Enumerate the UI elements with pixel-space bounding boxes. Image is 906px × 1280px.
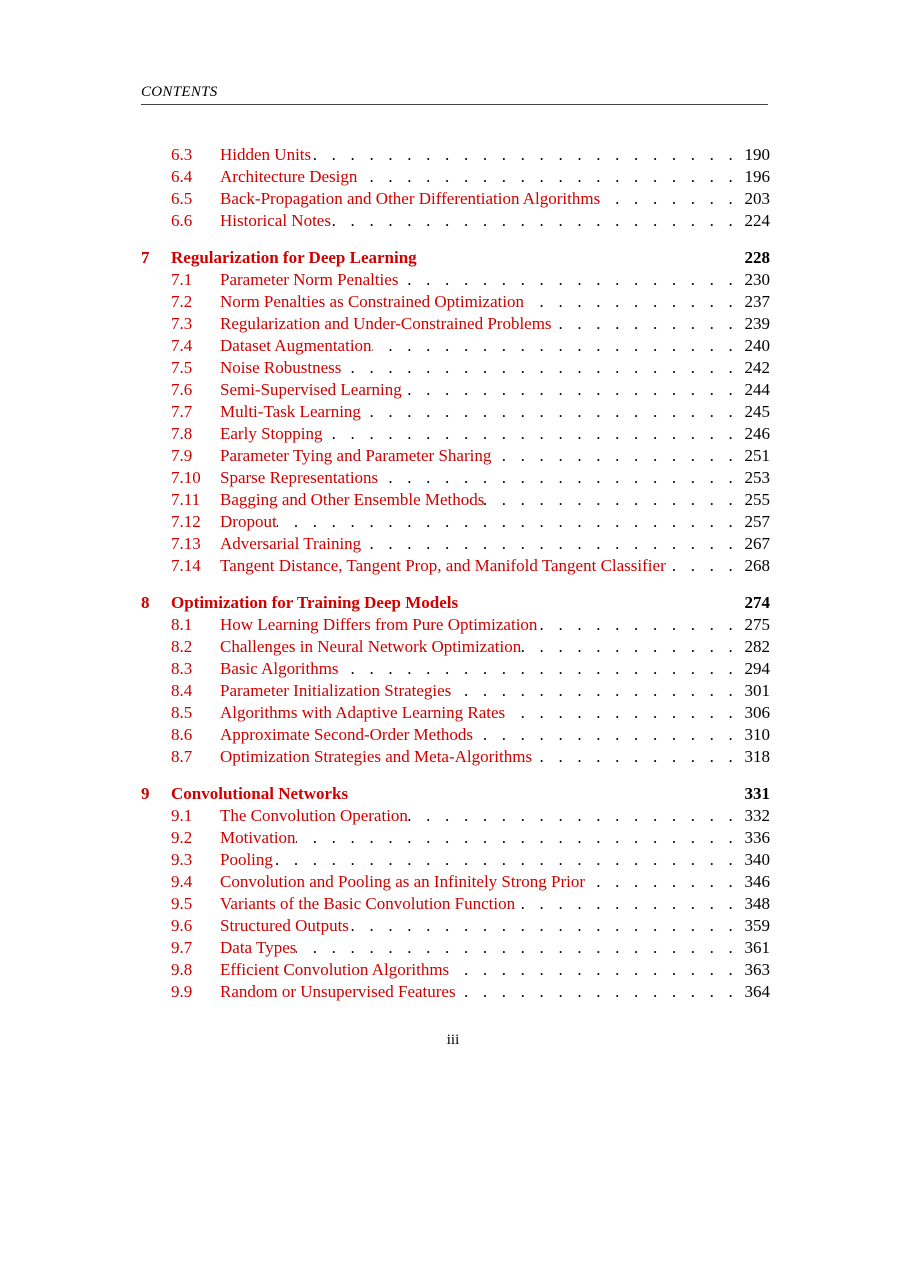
toc-dot-leader (311, 144, 744, 166)
toc-section-number[interactable]: 7.11 (171, 490, 201, 509)
toc-dot-leader (322, 423, 744, 445)
toc-section-entry[interactable] (141, 827, 770, 849)
toc-section-entry[interactable] (141, 702, 770, 724)
toc-dot-leader (361, 401, 744, 423)
toc-dot-leader (505, 702, 744, 724)
toc-section-number[interactable]: 8.6 (171, 725, 193, 744)
toc-section-title-link[interactable]: Norm Penalties as Constrained Optimization (220, 292, 525, 311)
toc-dot-leader (378, 467, 744, 489)
toc-section-page-number: 364 (744, 982, 770, 1001)
toc-section-number[interactable]: 7.1 (171, 270, 193, 289)
toc-section-number[interactable]: 7.12 (171, 512, 201, 531)
toc-section-entry[interactable] (141, 291, 770, 313)
toc-dot-leader (524, 291, 744, 313)
toc-dot-leader (451, 680, 744, 702)
toc-section-number[interactable]: 7.7 (171, 402, 193, 421)
toc-section-title-link[interactable]: Regularization and Under-Constrained Problems (220, 314, 552, 333)
toc-section-number[interactable]: 7.3 (171, 314, 193, 333)
toc-section-number[interactable]: 6.4 (171, 167, 193, 186)
toc-section-title-link[interactable]: Architecture Design (220, 167, 358, 186)
toc-section-title-link[interactable]: Pooling (220, 850, 273, 869)
toc-section-entry[interactable] (141, 335, 770, 357)
toc-section-number[interactable]: 7.9 (171, 446, 193, 465)
toc-section-title-link[interactable]: Semi-Supervised Learning (220, 380, 402, 399)
toc-section-page-number: 332 (744, 806, 770, 825)
toc-section-number[interactable]: 9.2 (171, 828, 193, 847)
toc-section-entry[interactable] (141, 379, 770, 401)
toc-section-page-number: 245 (744, 402, 770, 421)
toc-chapter-title-link[interactable]: Regularization for Deep Learning (171, 248, 417, 267)
toc-section-number[interactable]: 7.2 (171, 292, 193, 311)
toc-section-title-link[interactable]: Parameter Norm Penalties (220, 270, 399, 289)
toc-section-entry[interactable] (141, 533, 770, 555)
toc-section-page-number: 359 (744, 916, 770, 935)
toc-section-title-link[interactable]: Basic Algorithms (220, 659, 339, 678)
toc-chapter-block (141, 592, 770, 768)
toc-dot-leader (339, 658, 744, 680)
toc-section-page-number: 203 (744, 189, 770, 208)
toc-dot-leader (552, 313, 744, 335)
toc-section-page-number: 346 (744, 872, 770, 891)
toc-dot-leader (473, 724, 744, 746)
toc-section-number[interactable]: 7.6 (171, 380, 193, 399)
toc-chapter-entry[interactable] (141, 783, 770, 805)
toc-section-title-link[interactable]: Data Types (220, 938, 297, 957)
toc-section-entry[interactable] (141, 144, 770, 166)
toc-dot-leader (515, 893, 744, 915)
toc-section-entry[interactable] (141, 981, 770, 1003)
running-header-title: CONTENTS (141, 84, 218, 100)
toc-dot-leader (296, 937, 744, 959)
toc-dot-leader (273, 849, 744, 871)
toc-dot-leader (491, 445, 744, 467)
toc-chapter-entry[interactable] (141, 247, 770, 269)
toc-section-title-link[interactable]: Structured Outputs (220, 916, 349, 935)
toc-section-entry[interactable] (141, 357, 770, 379)
toc-section-entry[interactable] (141, 680, 770, 702)
toc-section-title-link[interactable]: Historical Notes (220, 211, 331, 230)
toc-section-title-link[interactable]: Parameter Tying and Parameter Sharing (220, 446, 492, 465)
toc-section-entry[interactable] (141, 489, 770, 511)
toc-section-title-link[interactable]: Back-Propagation and Other Differentiation Algorithms (220, 189, 601, 208)
toc-section-page-number: 255 (744, 490, 770, 509)
toc-section-title-link[interactable]: Motivation (220, 828, 296, 847)
toc-chapter-block (141, 247, 770, 577)
toc-section-entry[interactable] (141, 467, 770, 489)
toc-section-page-number: 242 (744, 358, 770, 377)
toc-section-entry[interactable] (141, 445, 770, 467)
toc-section-page-number: 363 (744, 960, 770, 979)
toc-section-page-number: 246 (744, 424, 770, 443)
toc-section-page-number: 196 (744, 167, 770, 186)
toc-section-page-number: 275 (744, 615, 770, 634)
toc-section-entry[interactable] (141, 401, 770, 423)
toc-section-page-number: 318 (744, 747, 770, 766)
toc-section-page-number: 268 (744, 556, 770, 575)
toc-section-page-number: 282 (744, 637, 770, 656)
toc-section-number[interactable]: 8.5 (171, 703, 193, 722)
toc-section-title-link[interactable]: Multi-Task Learning (220, 402, 361, 421)
toc-chapter-entry[interactable] (141, 592, 770, 614)
toc-section-title-link[interactable]: Adversarial Training (220, 534, 362, 553)
toc-section-entry[interactable] (141, 188, 770, 210)
toc-dot-leader (585, 871, 744, 893)
toc-section-entry[interactable] (141, 746, 770, 768)
toc-section-title-link[interactable]: Sparse Representations (220, 468, 379, 487)
toc-section-page-number: 361 (744, 938, 770, 957)
toc-section-page-number: 224 (744, 211, 770, 230)
toc-section-number[interactable]: 9.8 (171, 960, 193, 979)
toc-dot-leader (372, 335, 744, 357)
toc-section-number[interactable]: 9.1 (171, 806, 193, 825)
toc-section-number[interactable]: 9.4 (171, 872, 193, 891)
toc-dot-leader (537, 614, 744, 636)
toc-section-entry[interactable] (141, 937, 770, 959)
toc-section-title-link[interactable]: Random or Unsupervised Features (220, 982, 456, 1001)
toc-section-entry[interactable] (141, 166, 770, 188)
toc-section-number[interactable]: 8.3 (171, 659, 193, 678)
toc-section-title-link[interactable]: Challenges in Neural Network Optimization (220, 637, 522, 656)
toc-section-entry[interactable] (141, 959, 770, 981)
page-number: iii (446, 1032, 460, 1048)
toc-chapter-number[interactable]: 7 (141, 248, 150, 267)
toc-dot-leader (341, 357, 744, 379)
toc-section-title-link[interactable]: How Learning Differs from Pure Optimization (220, 615, 538, 634)
toc-section-title-link[interactable]: Parameter Initialization Strategies (220, 681, 452, 700)
toc-section-entry[interactable] (141, 313, 770, 335)
toc-chapter-page-number: 228 (744, 248, 770, 267)
toc-dot-leader (600, 188, 744, 210)
toc-section-page-number: 239 (744, 314, 770, 333)
toc-section-page-number: 237 (744, 292, 770, 311)
toc-chapter-page-number: 274 (744, 593, 770, 612)
toc-section-title-link[interactable]: Hidden Units (220, 145, 312, 164)
toc-section-title-link[interactable]: Optimization Strategies and Meta-Algorithms (220, 747, 533, 766)
toc-section-number[interactable]: 7.14 (171, 556, 201, 575)
toc-dot-leader (408, 805, 744, 827)
toc-dot-leader (296, 827, 744, 849)
toc-section-number[interactable]: 8.1 (171, 615, 193, 634)
toc-section-entry[interactable] (141, 724, 770, 746)
toc-section-title-link[interactable]: Algorithms with Adaptive Learning Rates (220, 703, 506, 722)
toc-chapter-number[interactable]: 8 (141, 593, 150, 612)
toc-chapter-block (141, 783, 770, 1003)
toc-section-page-number: 190 (744, 145, 770, 164)
toc-section-number[interactable]: 9.7 (171, 938, 193, 957)
toc-section-title-link[interactable]: Efficient Convolution Algorithms (220, 960, 450, 979)
toc-section-entry[interactable] (141, 871, 770, 893)
toc-chapter-continuation (141, 144, 770, 232)
toc-section-page-number: 310 (744, 725, 770, 744)
toc-dot-leader (449, 959, 744, 981)
toc-dot-leader (532, 746, 744, 768)
toc-section-number[interactable]: 9.3 (171, 850, 193, 869)
toc-chapter-page-number: 331 (744, 784, 770, 803)
toc-section-page-number: 253 (744, 468, 770, 487)
toc-section-title-link[interactable]: Dataset Augmentation (220, 336, 372, 355)
toc-dot-leader (361, 533, 744, 555)
toc-section-title-link[interactable]: The Convolution Operation (220, 806, 408, 825)
toc-dot-leader (331, 210, 744, 232)
toc-section-page-number: 267 (744, 534, 770, 553)
toc-section-entry[interactable] (141, 915, 770, 937)
toc-dot-leader (357, 166, 744, 188)
toc-section-entry[interactable] (141, 555, 770, 577)
toc-section-entry[interactable] (141, 636, 770, 658)
toc-section-number[interactable]: 9.6 (171, 916, 193, 935)
toc-section-title-link[interactable]: Noise Robustness (220, 358, 342, 377)
toc-section-page-number: 257 (744, 512, 770, 531)
toc-section-number[interactable]: 6.6 (171, 211, 193, 230)
toc-section-title-link[interactable]: Tangent Distance, Tangent Prop, and Manifold Tangent Classifier (220, 556, 666, 575)
toc-section-number[interactable]: 8.2 (171, 637, 193, 656)
toc-section-page-number: 301 (744, 681, 770, 700)
toc-section-page-number: 230 (744, 270, 770, 289)
toc-dot-leader (484, 489, 744, 511)
toc-section-number[interactable]: 9.9 (171, 982, 193, 1001)
toc-section-number[interactable]: 8.7 (171, 747, 193, 766)
toc-section-number[interactable]: 9.5 (171, 894, 193, 913)
toc-section-number[interactable]: 7.4 (171, 336, 193, 355)
toc-section-number[interactable]: 6.5 (171, 189, 193, 208)
toc-section-number[interactable]: 7.10 (171, 468, 201, 487)
toc-dot-leader (398, 269, 744, 291)
toc-section-title-link[interactable]: Early Stopping (220, 424, 323, 443)
toc-section-page-number: 306 (744, 703, 770, 722)
toc-section-entry[interactable] (141, 805, 770, 827)
toc-section-page-number: 336 (744, 828, 770, 847)
toc-section-title-link[interactable]: Convolution and Pooling as an Infinitely Strong Prior (220, 872, 586, 891)
toc-chapter-number[interactable]: 9 (141, 784, 150, 803)
toc-section-number[interactable]: 7.8 (171, 424, 193, 443)
toc-dot-leader (277, 511, 744, 533)
toc-section-number[interactable]: 8.4 (171, 681, 193, 700)
toc-section-entry[interactable] (141, 511, 770, 533)
toc-section-title-link[interactable]: Variants of the Basic Convolution Function (220, 894, 516, 913)
toc-section-page-number: 244 (744, 380, 770, 399)
running-header (141, 84, 768, 105)
toc-dot-leader (456, 981, 744, 1003)
toc-section-page-number: 294 (744, 659, 770, 678)
toc-section-entry[interactable] (141, 849, 770, 871)
toc-section-entry[interactable] (141, 210, 770, 232)
toc-section-page-number: 240 (744, 336, 770, 355)
toc-section-entry[interactable] (141, 893, 770, 915)
toc-dot-leader (349, 915, 744, 937)
toc-section-page-number: 340 (744, 850, 770, 869)
toc-dot-leader (521, 636, 744, 658)
toc-chapter-title-link[interactable]: Optimization for Training Deep Models (171, 593, 459, 612)
toc-section-number[interactable]: 6.3 (171, 145, 193, 164)
toc-section-title-link[interactable]: Approximate Second-Order Methods (220, 725, 474, 744)
toc-chapter-title-link[interactable]: Convolutional Networks (171, 784, 349, 803)
toc-section-title-link[interactable]: Bagging and Other Ensemble Methods (220, 490, 485, 509)
toc-section-entry[interactable] (141, 269, 770, 291)
toc-section-entry[interactable] (141, 658, 770, 680)
toc-dot-leader (402, 379, 744, 401)
toc-section-number[interactable]: 7.13 (171, 534, 201, 553)
toc-section-entry[interactable] (141, 614, 770, 636)
toc-section-entry[interactable] (141, 423, 770, 445)
toc-section-title-link[interactable]: Dropout (220, 512, 277, 531)
toc-section-number[interactable]: 7.5 (171, 358, 193, 377)
toc-section-page-number: 251 (744, 446, 770, 465)
toc-section-page-number: 348 (744, 894, 770, 913)
toc-dot-leader (666, 555, 744, 577)
table-of-contents (141, 144, 770, 1018)
